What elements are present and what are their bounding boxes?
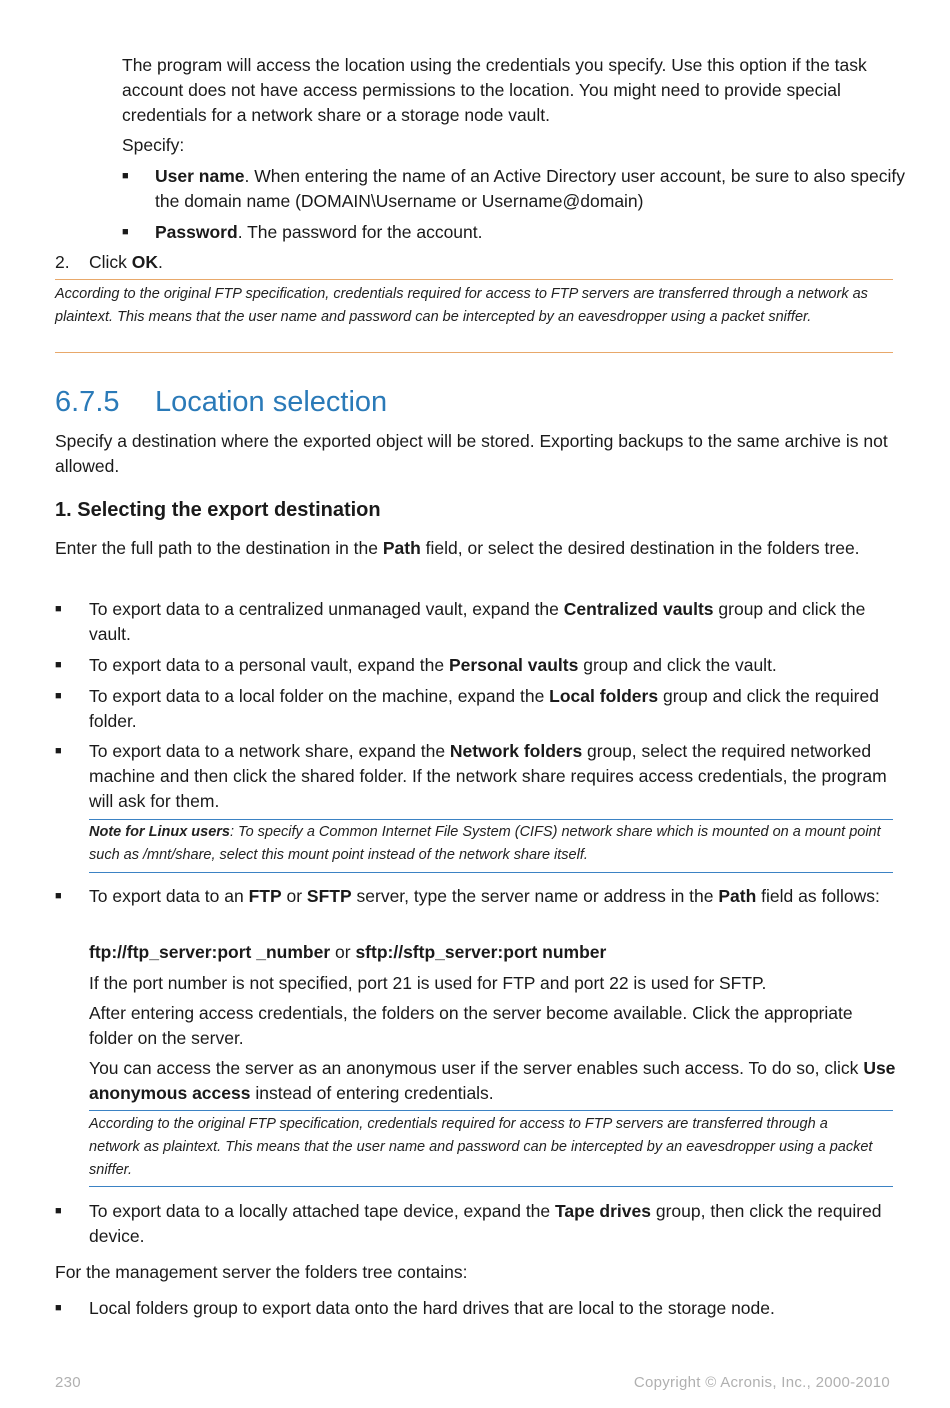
square-bullet-icon: ■ (55, 1302, 62, 1314)
linux-note-rule-top (89, 819, 893, 820)
square-bullet-icon: ■ (122, 226, 129, 238)
tape-drives-term: Tape drives (555, 1201, 651, 1221)
personal-vaults-term: Personal vaults (448, 655, 579, 675)
square-bullet-icon: ■ (55, 1205, 62, 1217)
square-bullet-icon: ■ (55, 659, 62, 671)
page-number: 230 (55, 1374, 81, 1391)
bullet-local-pre: To export data to a local folder on the machine, expand the (89, 686, 550, 706)
intro-paragraph: The program will access the location using the credentials you specify. Use this option if the task account does not have access permissions to the location. You might need to provide special credentials for a network share or a storage node vault. (122, 55, 867, 125)
user-name-item (155, 164, 905, 214)
after-paragraph: After entering access credentials, the folders on the server become available. Click the appropriate folder on the server. (89, 1003, 853, 1048)
ftp-format (89, 940, 899, 965)
anonymous-pre: You can access the server as an anonymous user if the server enables such access. To do so, click (89, 1058, 864, 1078)
ok-term: OK (131, 252, 159, 272)
subsection-heading: 1. Selecting the export destination (55, 499, 381, 521)
ftp-format-or: or (330, 942, 356, 962)
step-2 (89, 250, 163, 275)
anonymous-term: Use anonymous access (89, 1058, 896, 1103)
bullet-tape-pre: To export data to a locally attached tape device, expand the (89, 1201, 556, 1221)
user-name-term: User name (155, 166, 245, 186)
step-number: 2. (55, 252, 70, 272)
sftp-term: SFTP (306, 886, 352, 906)
ftp-format-b: sftp://sftp_server:port number (355, 942, 607, 962)
square-bullet-icon: ■ (55, 690, 62, 702)
section-title: Location selection (155, 386, 388, 418)
copyright: Copyright © Acronis, Inc., 2000-2010 (633, 1374, 890, 1391)
bullet-ftp-pre: To export data to an (89, 886, 249, 906)
ftp-term: FTP (248, 886, 282, 906)
anonymous-post: instead of entering credentials. (250, 1083, 494, 1103)
path-paragraph (55, 536, 900, 561)
section-number: 6.7.5 (55, 386, 120, 418)
linux-note-term: Note for Linux users (89, 824, 230, 840)
bullet-ftp-or: or (281, 886, 307, 906)
bullet-ftp-post: field as follows: (756, 886, 880, 906)
bullet-ftp (89, 884, 899, 909)
bullet-network-pre: To export data to a network share, expand the (89, 741, 450, 761)
bullet-personal-post: group and click the vault. (578, 655, 777, 675)
bullet-tape (89, 1199, 899, 1249)
mgmt-bullet-local: Local folders group to export data onto the hard drives that are local to the storage node. (89, 1298, 775, 1318)
square-bullet-icon: ■ (55, 603, 62, 615)
bullet-local (89, 684, 899, 734)
path-term: Path (382, 538, 421, 558)
ftp-path-term: Path (718, 886, 757, 906)
mgmt-intro: For the management server the folders tree contains: (55, 1262, 468, 1282)
centralized-vaults-term: Centralized vaults (563, 599, 714, 619)
user-name-desc: . When entering the name of an Active Directory user account, be sure to also specify the domain name (DOMAIN\Username or Username@domain) (155, 166, 905, 211)
anonymous-paragraph (89, 1056, 899, 1106)
section-heading (55, 384, 387, 420)
bullet-network (89, 739, 899, 814)
linux-note-text: : To specify a Common Internet File System (CIFS) network share which is mounted on a mount point such as /mnt/share, select this mount point instead of the network share itself. (89, 824, 881, 863)
bullet-centralized-post: group and click the vault. (89, 599, 866, 644)
path-post: field, or select the desired destination in the folders tree. (420, 538, 860, 558)
password-desc: . The password for the account. (237, 222, 483, 242)
bullet-personal-pre: To export data to a personal vault, expand the (89, 655, 449, 675)
step-2-post: . (158, 252, 163, 272)
password-item (155, 220, 905, 245)
linux-note (89, 821, 894, 867)
path-pre: Enter the full path to the destination in the (55, 538, 383, 558)
ftp-note-2: According to the original FTP specification, credentials required for access to FTP servers are transferred through a network as plaintext. This means that the user name and password can be intercepted by an eavesdropper using a packet sniffer. (89, 1116, 873, 1178)
linux-note-rule-bottom (89, 872, 893, 873)
square-bullet-icon: ■ (55, 745, 62, 757)
note-rule-top (55, 279, 893, 280)
section-intro: Specify a destination where the exported object will be stored. Exporting backups to the same archive is not allowed. (55, 431, 888, 476)
ftp-format-a: ftp://ftp_server:port _number (89, 942, 331, 962)
bullet-centralized (89, 597, 899, 647)
specify-label: Specify: (122, 135, 185, 155)
ftp-note-2-rule-top (89, 1110, 893, 1111)
bullet-local-post: group and click the required folder. (89, 686, 879, 731)
square-bullet-icon: ■ (122, 170, 129, 182)
password-term: Password (155, 222, 238, 242)
bullet-personal (89, 653, 899, 678)
bullet-tape-post: group, then click the required device. (89, 1201, 882, 1246)
bullet-ftp-mid: server, type the server name or address in the (351, 886, 719, 906)
network-folders-term: Network folders (449, 741, 583, 761)
bullet-centralized-pre: To export data to a centralized unmanaged vault, expand the (89, 599, 564, 619)
port-paragraph: If the port number is not specified, port 21 is used for FTP and port 22 is used for SFTP. (89, 973, 767, 993)
square-bullet-icon: ■ (55, 890, 62, 902)
note-rule-bottom (55, 352, 893, 353)
ftp-note: According to the original FTP specification, credentials required for access to FTP servers are transferred through a network as plaintext. This means that the user name and password can be intercepted by an eavesdropper using a packet sniffer. (55, 286, 868, 325)
ftp-note-2-rule-bottom (89, 1186, 893, 1187)
local-folders-term: Local folders (549, 686, 659, 706)
step-2-pre: Click (89, 252, 132, 272)
bullet-network-post: group, select the required networked machine and then click the shared folder. If the network share requires access credentials, the program will ask for them. (89, 741, 887, 811)
